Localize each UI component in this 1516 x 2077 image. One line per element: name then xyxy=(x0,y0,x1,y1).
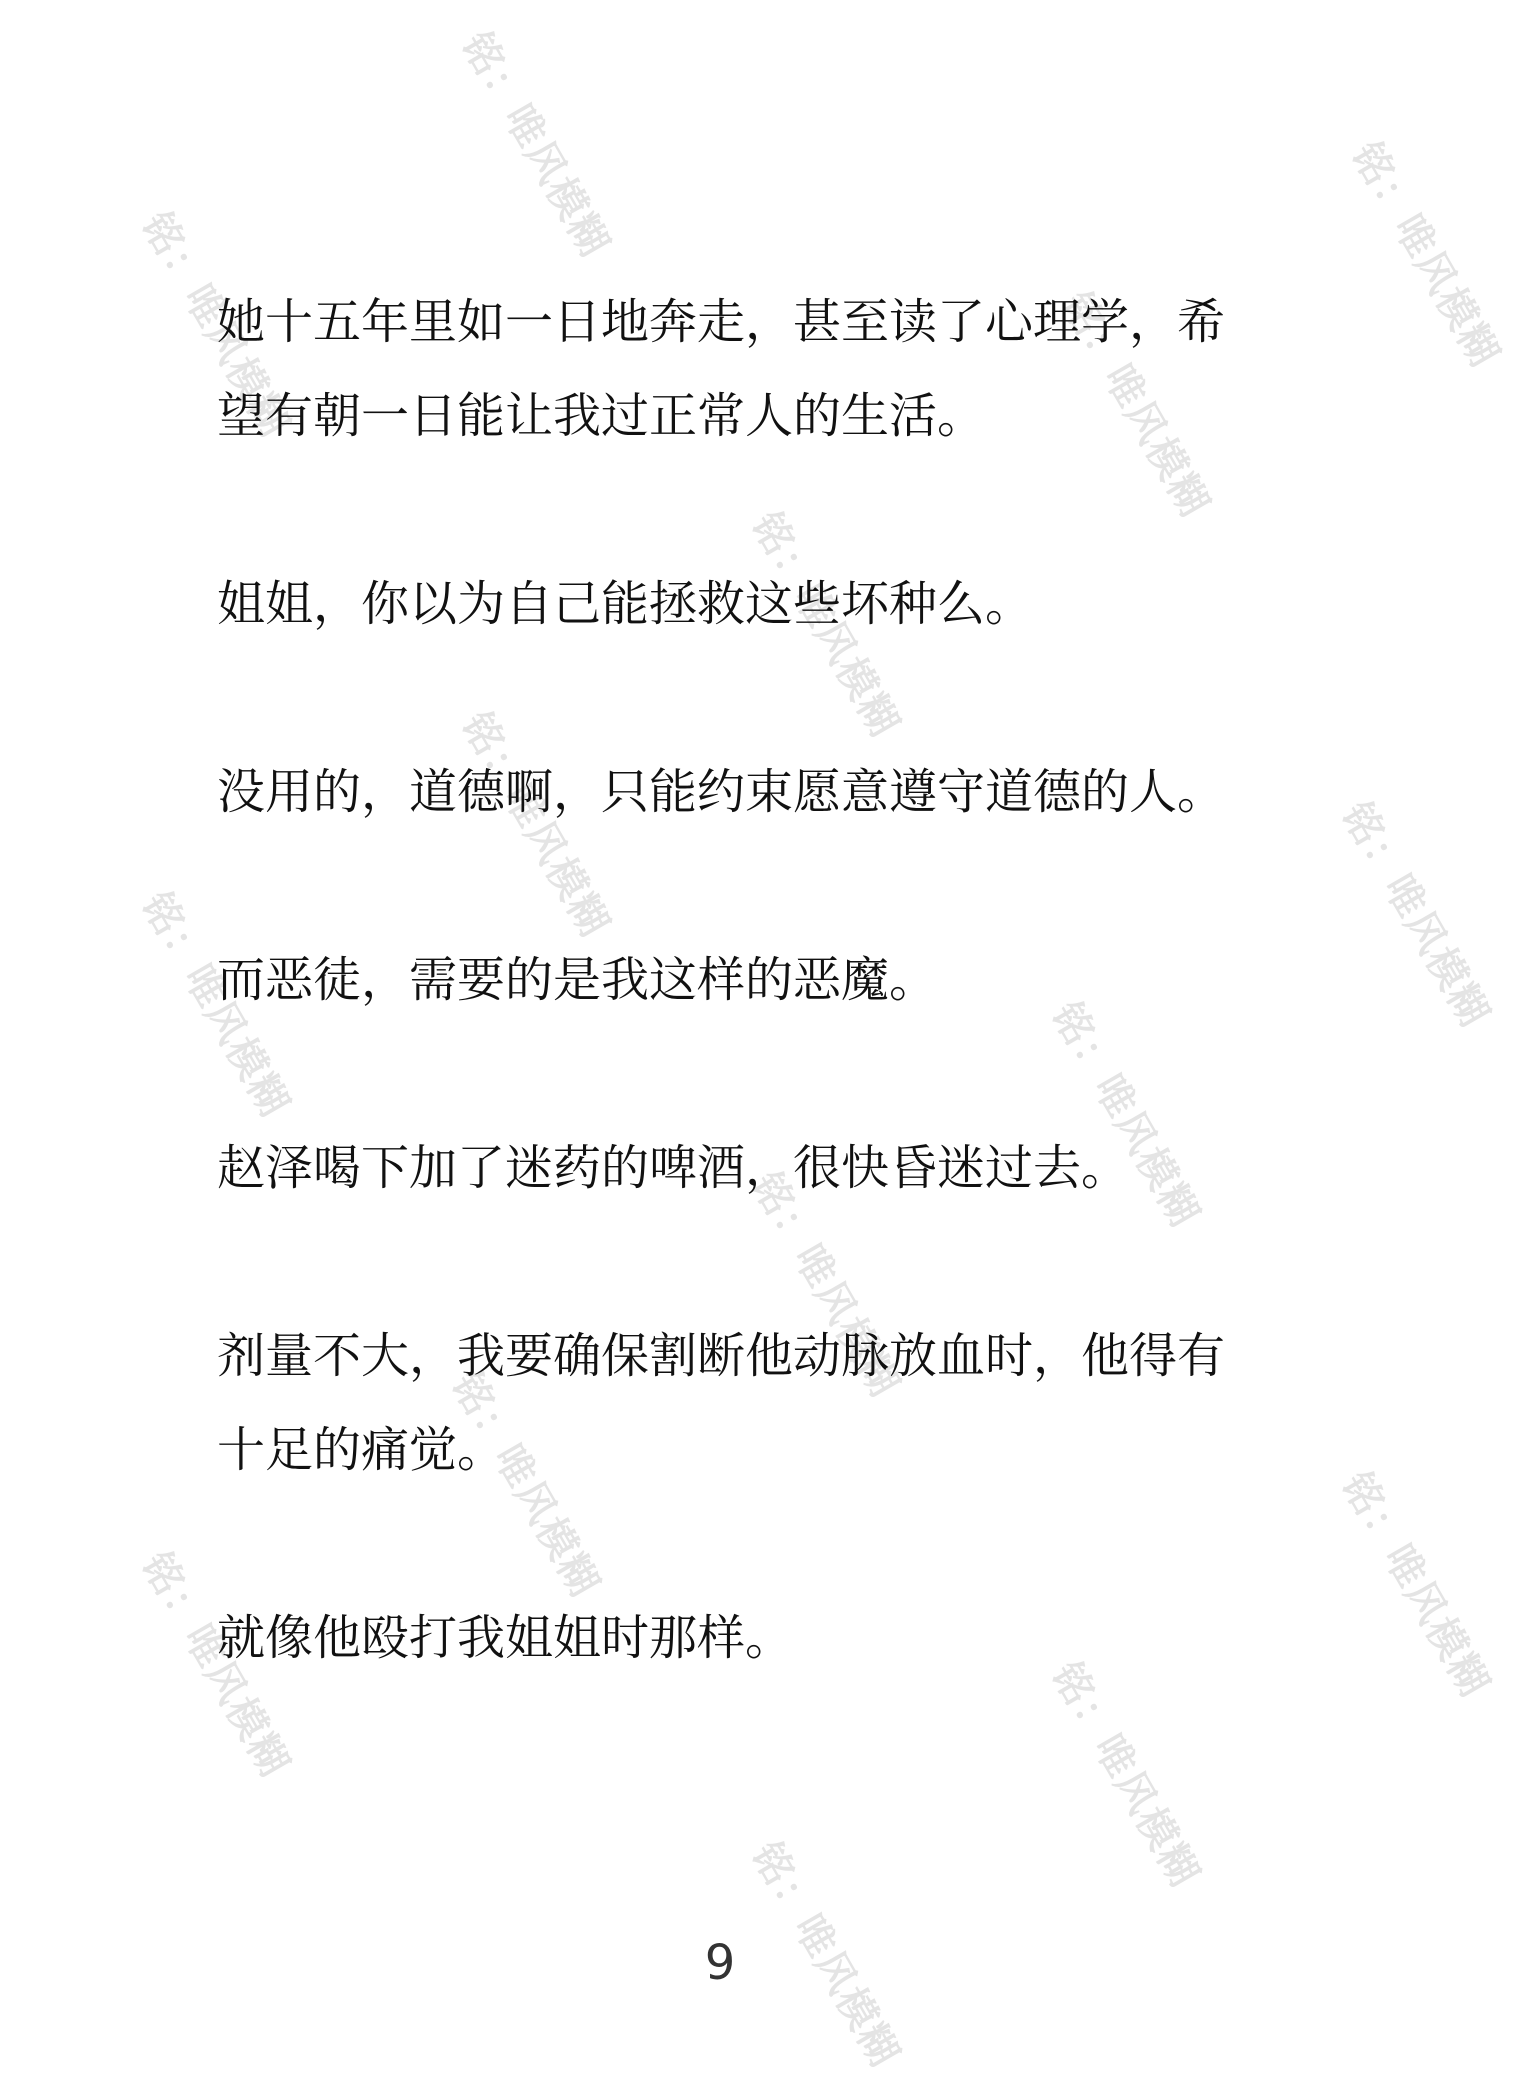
watermark: 铭：唯风模糊 xyxy=(1042,1654,1209,1896)
watermark: 铭：唯风模糊 xyxy=(1332,794,1499,1036)
watermark: 铭：唯风模糊 xyxy=(452,704,619,946)
watermark: 铭：唯风模糊 xyxy=(452,24,619,266)
watermark: 铭：唯风模糊 xyxy=(742,1834,909,2076)
paragraph: 姐姐，你以为自己能拯救这些坏种么。 xyxy=(217,576,1034,632)
watermark: 铭：唯风模糊 xyxy=(132,884,299,1126)
watermark: 铭：唯风模糊 xyxy=(742,504,909,746)
watermark: 铭：唯风模糊 xyxy=(1052,284,1219,526)
paragraph: 就像他殴打我姐姐时那样。 xyxy=(217,1610,794,1666)
watermark: 铭：唯风模糊 xyxy=(742,1164,909,1406)
watermark: 铭：唯风模糊 xyxy=(442,1364,609,1606)
page-number: 9 xyxy=(704,1935,736,1991)
watermark: 铭：唯风模糊 xyxy=(1042,994,1209,1236)
paragraph: 而恶徒，需要的是我这样的恶魔。 xyxy=(217,952,938,1008)
paragraph: 没用的，道德啊，只能约束愿意遵守道德的人。 xyxy=(217,764,1226,820)
watermark: 铭：唯风模糊 xyxy=(1342,134,1509,376)
watermark: 铭：唯风模糊 xyxy=(1332,1464,1499,1706)
watermark: 铭：唯风模糊 xyxy=(132,1544,299,1786)
paragraph: 她十五年里如一日地奔走，甚至读了心理学，希望有朝一日能让我过正常人的生活。 xyxy=(217,294,1226,444)
paragraph: 赵泽喝下加了迷药的啤酒，很快昏迷过去。 xyxy=(217,1140,1130,1196)
body-text xyxy=(217,275,1257,1779)
watermark: 铭：唯风模糊 xyxy=(132,204,299,446)
paragraph: 剂量不大，我要确保割断他动脉放血时，他得有十足的痛觉。 xyxy=(217,1328,1226,1478)
